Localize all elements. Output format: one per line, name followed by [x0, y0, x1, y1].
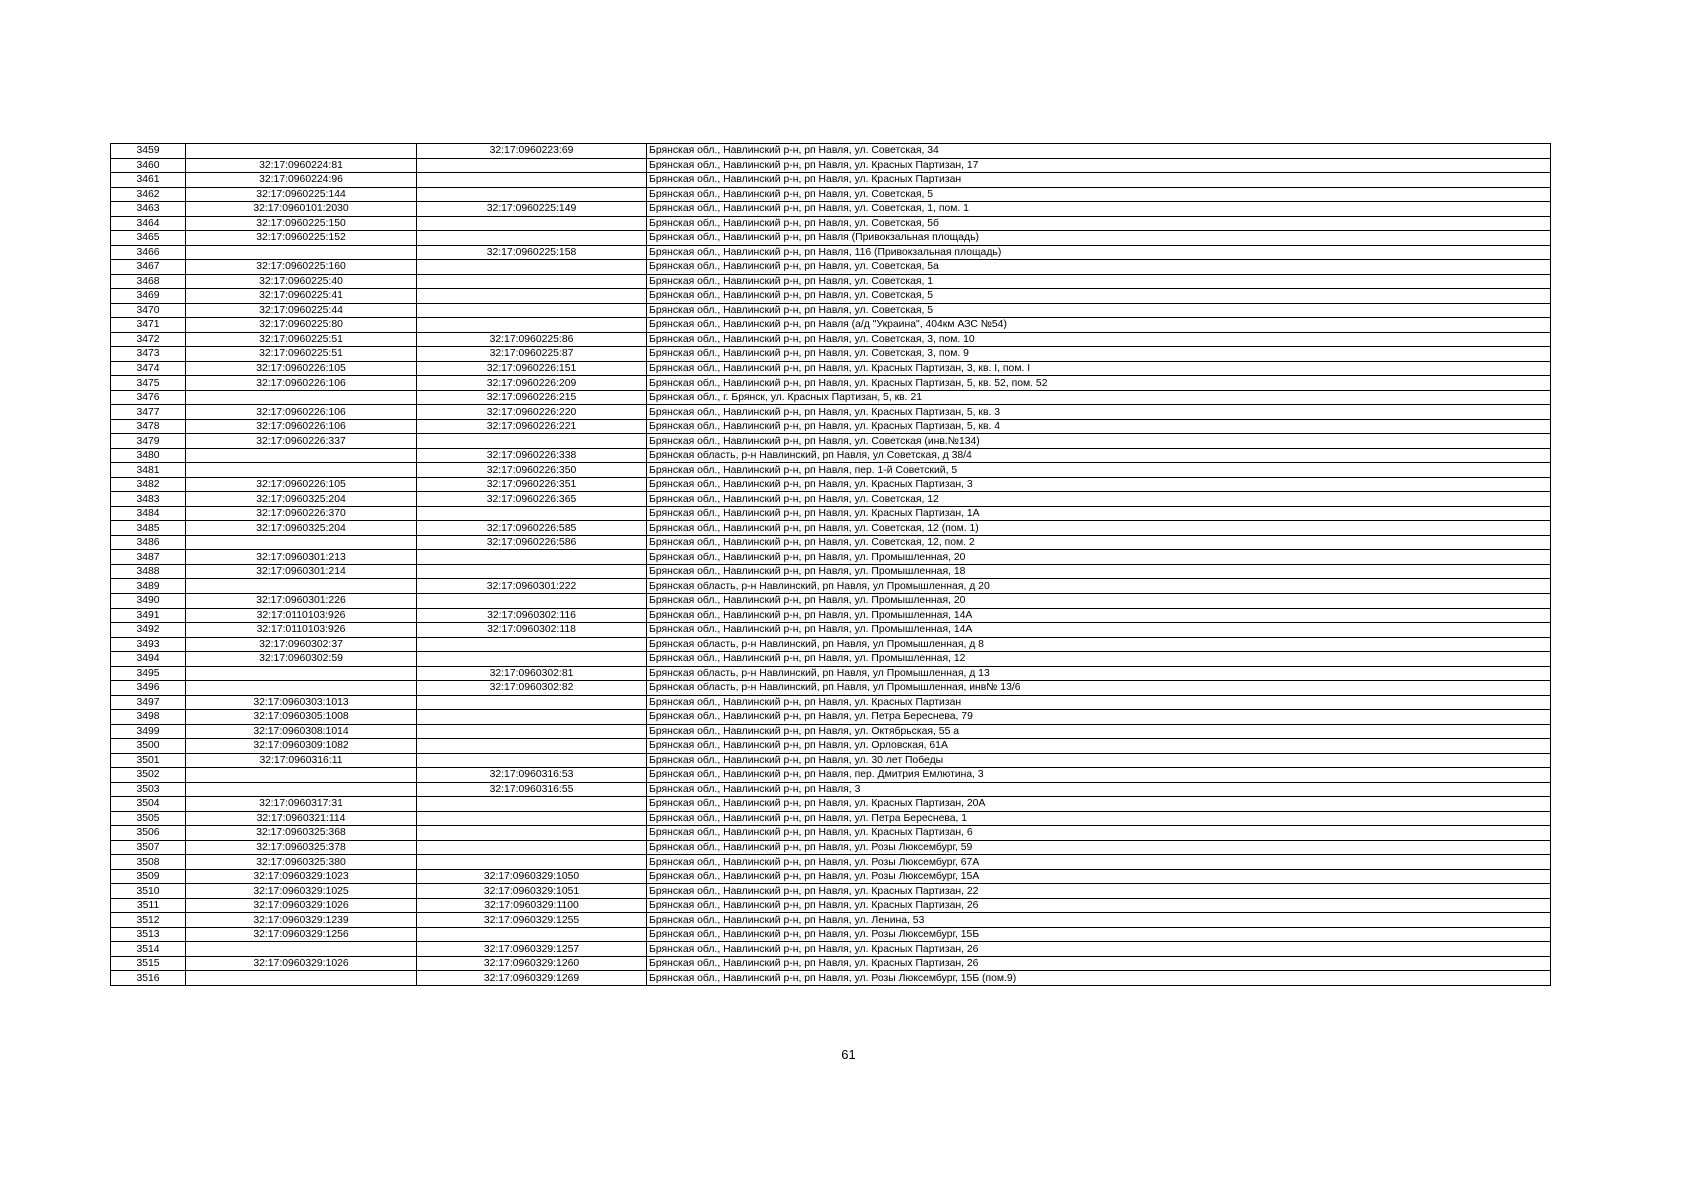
row-number-cell: 3480	[111, 448, 186, 463]
address-cell: Брянская обл., Навлинский р-н, рп Навля, ул. Ленина, 53	[647, 913, 1551, 928]
address-cell: Брянская обл., Навлинский р-н, рп Навля, ул. Промышленная, 14А	[647, 623, 1551, 638]
address-cell: Брянская обл., Навлинский р-н, рп Навля, ул. Красных Партизан, 5, кв. 4	[647, 419, 1551, 434]
row-number-cell: 3462	[111, 187, 186, 202]
address-cell: Брянская область, р-н Навлинский, рп Навля, ул Советская, д 38/4	[647, 448, 1551, 463]
address-cell: Брянская область, р-н Навлинский, рп Навля, ул Промышленная, д 20	[647, 579, 1551, 594]
related-cadastral-number-cell: 32:17:0960226:365	[417, 492, 647, 507]
related-cadastral-number-cell: 32:17:0960226:209	[417, 376, 647, 391]
related-cadastral-number-cell	[417, 826, 647, 841]
table-row	[111, 768, 1551, 783]
table-row	[111, 448, 1551, 463]
table-row	[111, 927, 1551, 942]
cadastral-number-cell: 32:17:0960317:31	[186, 797, 417, 812]
row-number-cell: 3513	[111, 927, 186, 942]
related-cadastral-number-cell: 32:17:0960329:1050	[417, 869, 647, 884]
related-cadastral-number-cell	[417, 724, 647, 739]
cadastral-number-cell: 32:17:0960225:80	[186, 318, 417, 333]
related-cadastral-number-cell	[417, 753, 647, 768]
address-cell: Брянская обл., Навлинский р-н, рп Навля, ул. Советская, 5	[647, 303, 1551, 318]
related-cadastral-number-cell	[417, 434, 647, 449]
row-number-cell: 3473	[111, 347, 186, 362]
cadastral-number-cell: 32:17:0960325:204	[186, 521, 417, 536]
row-number-cell: 3504	[111, 797, 186, 812]
address-cell: Брянская обл., Навлинский р-н, рп Навля, ул. Красных Партизан, 3, кв. I, пом. I	[647, 361, 1551, 376]
row-number-cell: 3493	[111, 637, 186, 652]
cadastral-number-cell: 32:17:0960302:59	[186, 652, 417, 667]
cadastral-number-cell	[186, 942, 417, 957]
row-number-cell: 3501	[111, 753, 186, 768]
cadastral-number-cell	[186, 535, 417, 550]
cadastral-number-cell: 32:17:0960226:337	[186, 434, 417, 449]
row-number-cell: 3479	[111, 434, 186, 449]
row-number-cell: 3492	[111, 623, 186, 638]
cadastral-number-cell: 32:17:0960224:96	[186, 173, 417, 188]
table-row	[111, 463, 1551, 478]
address-cell: Брянская обл., Навлинский р-н, рп Навля, ул. Советская, 1	[647, 274, 1551, 289]
cadastral-number-cell: 32:17:0960226:105	[186, 361, 417, 376]
row-number-cell: 3470	[111, 303, 186, 318]
cadastral-number-cell: 32:17:0110103:926	[186, 608, 417, 623]
row-number-cell: 3506	[111, 826, 186, 841]
related-cadastral-number-cell: 32:17:0960301:222	[417, 579, 647, 594]
row-number-cell: 3486	[111, 535, 186, 550]
address-cell: Брянская обл., г. Брянск, ул. Красных Партизан, 5, кв. 21	[647, 390, 1551, 405]
table-row	[111, 506, 1551, 521]
table-row	[111, 477, 1551, 492]
cadastral-number-cell: 32:17:0960225:51	[186, 347, 417, 362]
table-row	[111, 231, 1551, 246]
related-cadastral-number-cell: 32:17:0960316:55	[417, 782, 647, 797]
address-cell: Брянская обл., Навлинский р-н, рп Навля, ул. Промышленная, 12	[647, 652, 1551, 667]
table-row	[111, 956, 1551, 971]
row-number-cell: 3478	[111, 419, 186, 434]
address-cell: Брянская обл., Навлинский р-н, рп Навля, ул. Советская, 1, пом. 1	[647, 202, 1551, 217]
cadastral-number-cell: 32:17:0960225:41	[186, 289, 417, 304]
row-number-cell: 3488	[111, 564, 186, 579]
address-cell: Брянская обл., Навлинский р-н, рп Навля, ул. Красных Партизан, 6	[647, 826, 1551, 841]
table-row	[111, 318, 1551, 333]
row-number-cell: 3467	[111, 260, 186, 275]
row-number-cell: 3490	[111, 593, 186, 608]
table-row	[111, 753, 1551, 768]
table-row	[111, 608, 1551, 623]
related-cadastral-number-cell: 32:17:0960329:1260	[417, 956, 647, 971]
row-number-cell: 3466	[111, 245, 186, 260]
related-cadastral-number-cell	[417, 637, 647, 652]
row-number-cell: 3495	[111, 666, 186, 681]
address-cell: Брянская область, р-н Навлинский, рп Навля, ул Промышленная, д 13	[647, 666, 1551, 681]
table-row	[111, 158, 1551, 173]
table-row	[111, 405, 1551, 420]
cadastral-number-cell: 32:17:0110103:926	[186, 623, 417, 638]
table-row	[111, 535, 1551, 550]
table-row	[111, 869, 1551, 884]
address-cell: Брянская обл., Навлинский р-н, рп Навля, ул. Советская, 12 (пом. 1)	[647, 521, 1551, 536]
related-cadastral-number-cell: 32:17:0960225:149	[417, 202, 647, 217]
related-cadastral-number-cell: 32:17:0960316:53	[417, 768, 647, 783]
related-cadastral-number-cell	[417, 840, 647, 855]
cadastral-number-cell: 32:17:0960329:1256	[186, 927, 417, 942]
table-row	[111, 216, 1551, 231]
row-number-cell: 3461	[111, 173, 186, 188]
related-cadastral-number-cell: 32:17:0960225:158	[417, 245, 647, 260]
row-number-cell: 3469	[111, 289, 186, 304]
cadastral-number-cell: 32:17:0960225:150	[186, 216, 417, 231]
table-row	[111, 550, 1551, 565]
address-cell: Брянская обл., Навлинский р-н, рп Навля, ул. Промышленная, 20	[647, 593, 1551, 608]
address-cell: Брянская обл., Навлинский р-н, рп Навля, ул. Красных Партизан, 26	[647, 942, 1551, 957]
address-cell: Брянская обл., Навлинский р-н, рп Навля, ул. Красных Партизан, 26	[647, 898, 1551, 913]
related-cadastral-number-cell: 32:17:0960226:220	[417, 405, 647, 420]
related-cadastral-number-cell: 32:17:0960226:351	[417, 477, 647, 492]
row-number-cell: 3483	[111, 492, 186, 507]
address-cell: Брянская обл., Навлинский р-н, рп Навля, ул. Красных Партизан, 26	[647, 956, 1551, 971]
row-number-cell: 3481	[111, 463, 186, 478]
address-cell: Брянская обл., Навлинский р-н, рп Навля, ул. Советская, 3, пом. 9	[647, 347, 1551, 362]
address-cell: Брянская обл., Навлинский р-н, рп Навля, ул. Красных Партизан, 5, кв. 3	[647, 405, 1551, 420]
cadastral-number-cell: 32:17:0960224:81	[186, 158, 417, 173]
table-row	[111, 390, 1551, 405]
related-cadastral-number-cell	[417, 158, 647, 173]
related-cadastral-number-cell	[417, 797, 647, 812]
table-row	[111, 898, 1551, 913]
cadastral-number-cell: 32:17:0960226:105	[186, 477, 417, 492]
address-cell: Брянская обл., Навлинский р-н, рп Навля (а/д "Украина", 404км АЗС №54)	[647, 318, 1551, 333]
address-cell: Брянская обл., Навлинский р-н, рп Навля, ул. Орловская, 61А	[647, 739, 1551, 754]
table-row	[111, 202, 1551, 217]
table-row	[111, 695, 1551, 710]
related-cadastral-number-cell	[417, 564, 647, 579]
cadastral-number-cell: 32:17:0960329:1023	[186, 869, 417, 884]
address-cell: Брянская обл., Навлинский р-н, рп Навля, ул. Советская, 5	[647, 289, 1551, 304]
row-number-cell: 3510	[111, 884, 186, 899]
cadastral-number-cell: 32:17:0960301:214	[186, 564, 417, 579]
cadastral-number-cell: 32:17:0960303:1013	[186, 695, 417, 710]
address-cell: Брянская обл., Навлинский р-н, рп Навля, 3	[647, 782, 1551, 797]
cadastral-number-cell: 32:17:0960225:51	[186, 332, 417, 347]
cadastral-number-cell	[186, 971, 417, 986]
row-number-cell: 3499	[111, 724, 186, 739]
address-cell: Брянская обл., Навлинский р-н, рп Навля, пер. Дмитрия Емлютина, 3	[647, 768, 1551, 783]
related-cadastral-number-cell	[417, 811, 647, 826]
address-cell: Брянская обл., Навлинский р-н, рп Навля, ул. Советская, 5а	[647, 260, 1551, 275]
address-cell: Брянская обл., Навлинский р-н, рп Навля, ул. Красных Партизан	[647, 173, 1551, 188]
cadastral-number-cell: 32:17:0960329:1026	[186, 956, 417, 971]
cadastral-number-cell: 32:17:0960226:106	[186, 419, 417, 434]
table-row	[111, 942, 1551, 957]
address-cell: Брянская обл., Навлинский р-н, рп Навля, ул. Советская, 5	[647, 187, 1551, 202]
address-cell: Брянская обл., Навлинский р-н, рп Навля, пер. 1-й Советский, 5	[647, 463, 1551, 478]
table-row	[111, 971, 1551, 986]
address-cell: Брянская обл., Навлинский р-н, рп Навля, ул. 30 лет Победы	[647, 753, 1551, 768]
address-cell: Брянская обл., Навлинский р-н, рп Навля, ул. Советская, 5б	[647, 216, 1551, 231]
table-row	[111, 826, 1551, 841]
row-number-cell: 3497	[111, 695, 186, 710]
address-cell: Брянская обл., Навлинский р-н, рп Навля, ул. Красных Партизан, 20А	[647, 797, 1551, 812]
row-number-cell: 3484	[111, 506, 186, 521]
address-cell: Брянская область, р-н Навлинский, рп Навля, ул Промышленная, д 8	[647, 637, 1551, 652]
row-number-cell: 3515	[111, 956, 186, 971]
related-cadastral-number-cell	[417, 173, 647, 188]
related-cadastral-number-cell: 32:17:0960329:1257	[417, 942, 647, 957]
table-row	[111, 884, 1551, 899]
cadastral-number-cell	[186, 390, 417, 405]
related-cadastral-number-cell	[417, 593, 647, 608]
table-row	[111, 724, 1551, 739]
related-cadastral-number-cell	[417, 187, 647, 202]
address-cell: Брянская обл., Навлинский р-н, рп Навля, ул. Советская (инв.№134)	[647, 434, 1551, 449]
row-number-cell: 3468	[111, 274, 186, 289]
related-cadastral-number-cell: 32:17:0960329:1269	[417, 971, 647, 986]
row-number-cell: 3498	[111, 710, 186, 725]
row-number-cell: 3460	[111, 158, 186, 173]
table-row	[111, 623, 1551, 638]
table-row	[111, 666, 1551, 681]
cadastral-number-cell: 32:17:0960302:37	[186, 637, 417, 652]
row-number-cell: 3459	[111, 144, 186, 159]
table-row	[111, 332, 1551, 347]
row-number-cell: 3511	[111, 898, 186, 913]
table-row	[111, 492, 1551, 507]
address-cell: Брянская обл., Навлинский р-н, рп Навля, ул. Петра Береснева, 1	[647, 811, 1551, 826]
row-number-cell: 3509	[111, 869, 186, 884]
related-cadastral-number-cell: 32:17:0960329:1100	[417, 898, 647, 913]
cadastral-number-cell: 32:17:0960329:1025	[186, 884, 417, 899]
cadastral-number-cell: 32:17:0960309:1082	[186, 739, 417, 754]
table-row	[111, 173, 1551, 188]
table-row	[111, 347, 1551, 362]
table-row	[111, 289, 1551, 304]
address-cell: Брянская обл., Навлинский р-н, рп Навля, ул. Розы Люксембург, 15Б (пом.9)	[647, 971, 1551, 986]
row-number-cell: 3463	[111, 202, 186, 217]
address-cell: Брянская обл., Навлинский р-н, рп Навля, ул. Розы Люксембург, 59	[647, 840, 1551, 855]
related-cadastral-number-cell: 32:17:0960226:221	[417, 419, 647, 434]
related-cadastral-number-cell: 32:17:0960226:350	[417, 463, 647, 478]
address-cell: Брянская обл., Навлинский р-н, рп Навля, ул. Красных Партизан, 1А	[647, 506, 1551, 521]
related-cadastral-number-cell: 32:17:0960226:338	[417, 448, 647, 463]
row-number-cell: 3485	[111, 521, 186, 536]
related-cadastral-number-cell: 32:17:0960226:586	[417, 535, 647, 550]
row-number-cell: 3491	[111, 608, 186, 623]
row-number-cell: 3512	[111, 913, 186, 928]
row-number-cell: 3474	[111, 361, 186, 376]
cadastral-number-cell	[186, 681, 417, 696]
address-cell: Брянская обл., Навлинский р-н, рп Навля, ул. Красных Партизан, 3	[647, 477, 1551, 492]
cadastral-number-cell	[186, 782, 417, 797]
address-cell: Брянская обл., Навлинский р-н, рп Навля, 116 (Привокзальная площадь)	[647, 245, 1551, 260]
address-cell: Брянская обл., Навлинский р-н, рп Навля, ул. Советская, 12	[647, 492, 1551, 507]
cadastral-number-cell: 32:17:0960101:2030	[186, 202, 417, 217]
address-cell: Брянская обл., Навлинский р-н, рп Навля, ул. Октябрьская, 55 а	[647, 724, 1551, 739]
row-number-cell: 3475	[111, 376, 186, 391]
related-cadastral-number-cell: 32:17:0960225:86	[417, 332, 647, 347]
cadastral-number-cell: 32:17:0960301:226	[186, 593, 417, 608]
row-number-cell: 3507	[111, 840, 186, 855]
row-number-cell: 3494	[111, 652, 186, 667]
row-number-cell: 3514	[111, 942, 186, 957]
related-cadastral-number-cell	[417, 303, 647, 318]
related-cadastral-number-cell	[417, 927, 647, 942]
table-row	[111, 419, 1551, 434]
row-number-cell: 3496	[111, 681, 186, 696]
table-row	[111, 144, 1551, 159]
related-cadastral-number-cell	[417, 855, 647, 870]
cadastral-number-cell: 32:17:0960316:11	[186, 753, 417, 768]
cadastral-number-cell: 32:17:0960225:152	[186, 231, 417, 246]
address-cell: Брянская обл., Навлинский р-н, рп Навля, ул. Розы Люксембург, 15А	[647, 869, 1551, 884]
related-cadastral-number-cell	[417, 695, 647, 710]
row-number-cell: 3465	[111, 231, 186, 246]
table-row	[111, 913, 1551, 928]
table-row	[111, 652, 1551, 667]
related-cadastral-number-cell: 32:17:0960329:1255	[417, 913, 647, 928]
cadastral-number-cell: 32:17:0960305:1008	[186, 710, 417, 725]
row-number-cell: 3476	[111, 390, 186, 405]
registry-table-body	[111, 144, 1551, 986]
table-row	[111, 855, 1551, 870]
cadastral-number-cell: 32:17:0960226:106	[186, 405, 417, 420]
cadastral-number-cell: 32:17:0960308:1014	[186, 724, 417, 739]
related-cadastral-number-cell: 32:17:0960226:215	[417, 390, 647, 405]
row-number-cell: 3502	[111, 768, 186, 783]
address-cell: Брянская обл., Навлинский р-н, рп Навля, ул. Промышленная, 20	[647, 550, 1551, 565]
related-cadastral-number-cell: 32:17:0960302:118	[417, 623, 647, 638]
related-cadastral-number-cell	[417, 289, 647, 304]
table-row	[111, 840, 1551, 855]
related-cadastral-number-cell	[417, 274, 647, 289]
related-cadastral-number-cell	[417, 260, 647, 275]
cadastral-number-cell: 32:17:0960225:160	[186, 260, 417, 275]
table-row	[111, 681, 1551, 696]
address-cell: Брянская обл., Навлинский р-н, рп Навля, ул. Красных Партизан	[647, 695, 1551, 710]
table-row	[111, 303, 1551, 318]
cadastral-number-cell: 32:17:0960329:1239	[186, 913, 417, 928]
cadastral-number-cell	[186, 579, 417, 594]
row-number-cell: 3503	[111, 782, 186, 797]
table-row	[111, 274, 1551, 289]
related-cadastral-number-cell	[417, 506, 647, 521]
table-row	[111, 361, 1551, 376]
page-number: 61	[841, 1047, 856, 1062]
row-number-cell: 3471	[111, 318, 186, 333]
address-cell: Брянская обл., Навлинский р-н, рп Навля, ул. Красных Партизан, 5, кв. 52, пом. 52	[647, 376, 1551, 391]
related-cadastral-number-cell	[417, 739, 647, 754]
table-row	[111, 376, 1551, 391]
cadastral-number-cell: 32:17:0960321:114	[186, 811, 417, 826]
row-number-cell: 3482	[111, 477, 186, 492]
related-cadastral-number-cell	[417, 216, 647, 231]
cadastral-number-cell: 32:17:0960225:40	[186, 274, 417, 289]
related-cadastral-number-cell	[417, 710, 647, 725]
property-registry-table	[110, 143, 1551, 986]
related-cadastral-number-cell	[417, 231, 647, 246]
related-cadastral-number-cell: 32:17:0960302:82	[417, 681, 647, 696]
address-cell: Брянская обл., Навлинский р-н, рп Навля, ул. Советская, 12, пом. 2	[647, 535, 1551, 550]
related-cadastral-number-cell	[417, 318, 647, 333]
cadastral-number-cell: 32:17:0960329:1026	[186, 898, 417, 913]
cadastral-number-cell: 32:17:0960226:370	[186, 506, 417, 521]
related-cadastral-number-cell	[417, 550, 647, 565]
table-row	[111, 434, 1551, 449]
cadastral-number-cell	[186, 144, 417, 159]
address-cell: Брянская обл., Навлинский р-н, рп Навля, ул. Советская, 34	[647, 144, 1551, 159]
table-row	[111, 739, 1551, 754]
related-cadastral-number-cell: 32:17:0960226:151	[417, 361, 647, 376]
table-row	[111, 782, 1551, 797]
address-cell: Брянская обл., Навлинский р-н, рп Навля, ул. Петра Береснева, 79	[647, 710, 1551, 725]
table-row	[111, 797, 1551, 812]
table-row	[111, 811, 1551, 826]
cadastral-number-cell: 32:17:0960226:106	[186, 376, 417, 391]
table-row	[111, 637, 1551, 652]
row-number-cell: 3508	[111, 855, 186, 870]
related-cadastral-number-cell: 32:17:0960223:69	[417, 144, 647, 159]
table-row	[111, 579, 1551, 594]
row-number-cell: 3489	[111, 579, 186, 594]
cadastral-number-cell: 32:17:0960325:368	[186, 826, 417, 841]
cadastral-number-cell: 32:17:0960225:44	[186, 303, 417, 318]
related-cadastral-number-cell: 32:17:0960329:1051	[417, 884, 647, 899]
row-number-cell: 3487	[111, 550, 186, 565]
cadastral-number-cell	[186, 448, 417, 463]
address-cell: Брянская обл., Навлинский р-н, рп Навля, ул. Советская, 3, пом. 10	[647, 332, 1551, 347]
row-number-cell: 3516	[111, 971, 186, 986]
table-row	[111, 245, 1551, 260]
row-number-cell: 3500	[111, 739, 186, 754]
table-row	[111, 521, 1551, 536]
address-cell: Брянская обл., Навлинский р-н, рп Навля, ул. Красных Партизан, 22	[647, 884, 1551, 899]
row-number-cell: 3477	[111, 405, 186, 420]
cadastral-number-cell	[186, 666, 417, 681]
address-cell: Брянская обл., Навлинский р-н, рп Навля, ул. Розы Люксембург, 15Б	[647, 927, 1551, 942]
table-row	[111, 187, 1551, 202]
row-number-cell: 3505	[111, 811, 186, 826]
address-cell: Брянская обл., Навлинский р-н, рп Навля, ул. Красных Партизан, 17	[647, 158, 1551, 173]
table-row	[111, 710, 1551, 725]
address-cell: Брянская обл., Навлинский р-н, рп Навля, ул. Розы Люксембург, 67А	[647, 855, 1551, 870]
related-cadastral-number-cell	[417, 652, 647, 667]
cadastral-number-cell: 32:17:0960325:378	[186, 840, 417, 855]
cadastral-number-cell: 32:17:0960225:144	[186, 187, 417, 202]
cadastral-number-cell: 32:17:0960301:213	[186, 550, 417, 565]
related-cadastral-number-cell: 32:17:0960225:87	[417, 347, 647, 362]
related-cadastral-number-cell: 32:17:0960302:116	[417, 608, 647, 623]
address-cell: Брянская область, р-н Навлинский, рп Навля, ул Промышленная, инв№ 13/6	[647, 681, 1551, 696]
table-row	[111, 593, 1551, 608]
table-row	[111, 564, 1551, 579]
table-row	[111, 260, 1551, 275]
related-cadastral-number-cell: 32:17:0960226:585	[417, 521, 647, 536]
row-number-cell: 3464	[111, 216, 186, 231]
cadastral-number-cell	[186, 463, 417, 478]
row-number-cell: 3472	[111, 332, 186, 347]
related-cadastral-number-cell: 32:17:0960302:81	[417, 666, 647, 681]
cadastral-number-cell	[186, 768, 417, 783]
cadastral-number-cell: 32:17:0960325:204	[186, 492, 417, 507]
address-cell: Брянская обл., Навлинский р-н, рп Навля, ул. Промышленная, 18	[647, 564, 1551, 579]
cadastral-number-cell: 32:17:0960325:380	[186, 855, 417, 870]
address-cell: Брянская обл., Навлинский р-н, рп Навля, ул. Промышленная, 14А	[647, 608, 1551, 623]
address-cell: Брянская обл., Навлинский р-н, рп Навля (Привокзальная площадь)	[647, 231, 1551, 246]
cadastral-number-cell	[186, 245, 417, 260]
